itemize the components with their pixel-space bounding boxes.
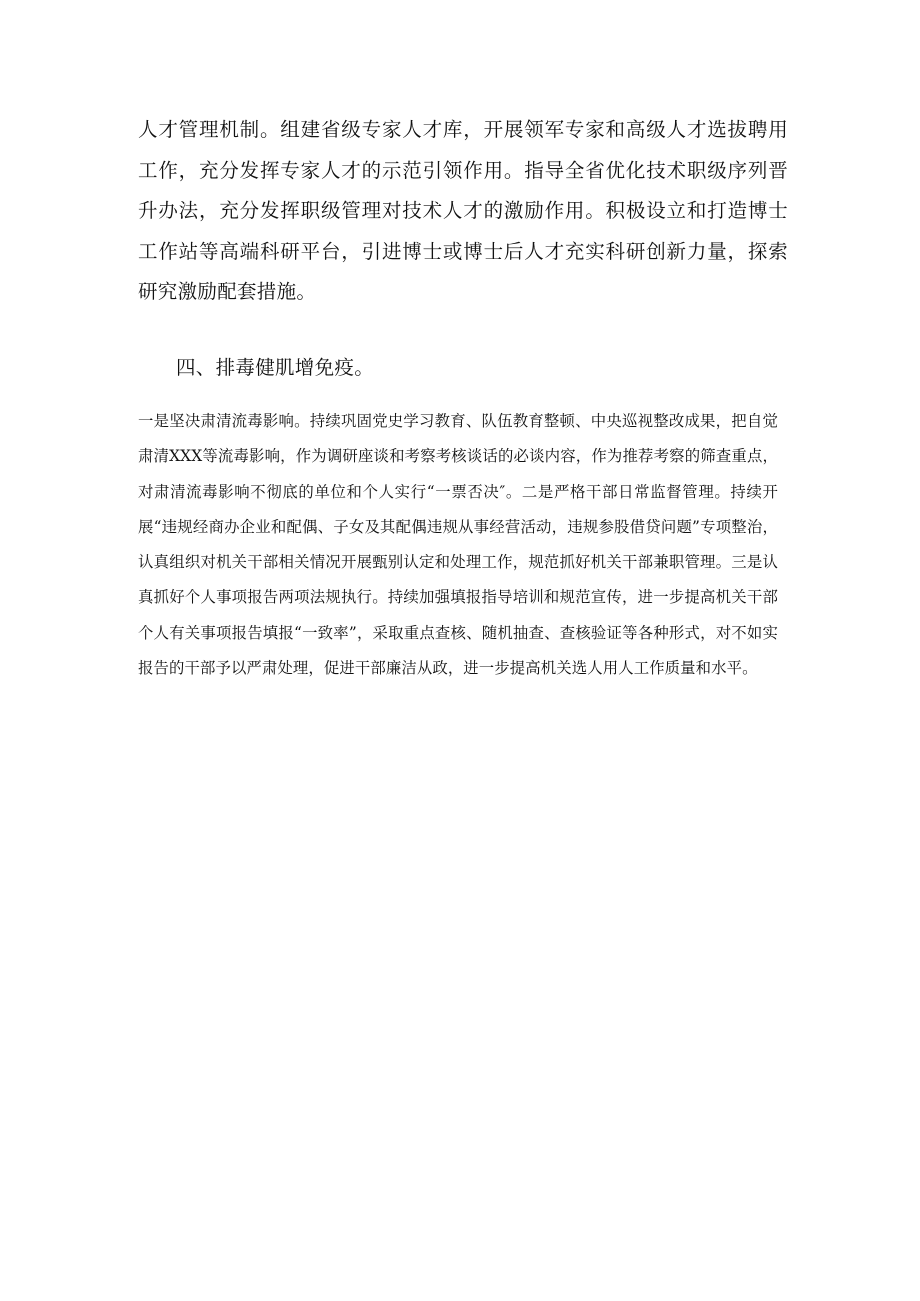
body-paragraph-detox: 一是坚决肃清流毒影响。持续巩固党史学习教育、队伍教育整顿、中央巡视整改成果，把自觉肃清XXX等流毒影响，作为调研座谈和考察考核谈话的必谈内容，作为推荐考察的筛查重点，对肃清流毒影响不彻底的单位和个人实行“一票否决″。二是严格干部日常监督管理。持续开展“违规经商办企业和配偶、子女及其配偶违规从事经营活动，违规参股借贷问题”专项整治，认真组织对机关干部相关情况开展甄别认定和处理工作，规范抓好机关干部兼职管理。三是认真抓好个人事项报告两项法规执行。持续加强填报指导培训和规范宣传，进一步提高机关干部个人有关事项报告填报“一致率”，采取重点查核、随机抽查、查核验证等各种形式，对不如实报告的干部予以严肃处理，促进干部廉洁从政，进一步提高机关选人用人工作质量和水平。 [138, 412, 778, 678]
body-paragraph-talent-management: 人才管理机制。组建省级专家人才库，开展领军专家和高级人才选拔聘用工作，充分发挥专家人才的示范引领作用。指导全省优化技术职级序列晋升办法，充分发挥职级管理对技术人才的激励作用。积极设立和打造博士工作站等高端科研平台，引进博士或博士后人才充实科研创新力量，探索研究激励配套措施。 [138, 118, 788, 304]
section-heading: 四、排毒健肌增免疫。 [176, 356, 375, 379]
